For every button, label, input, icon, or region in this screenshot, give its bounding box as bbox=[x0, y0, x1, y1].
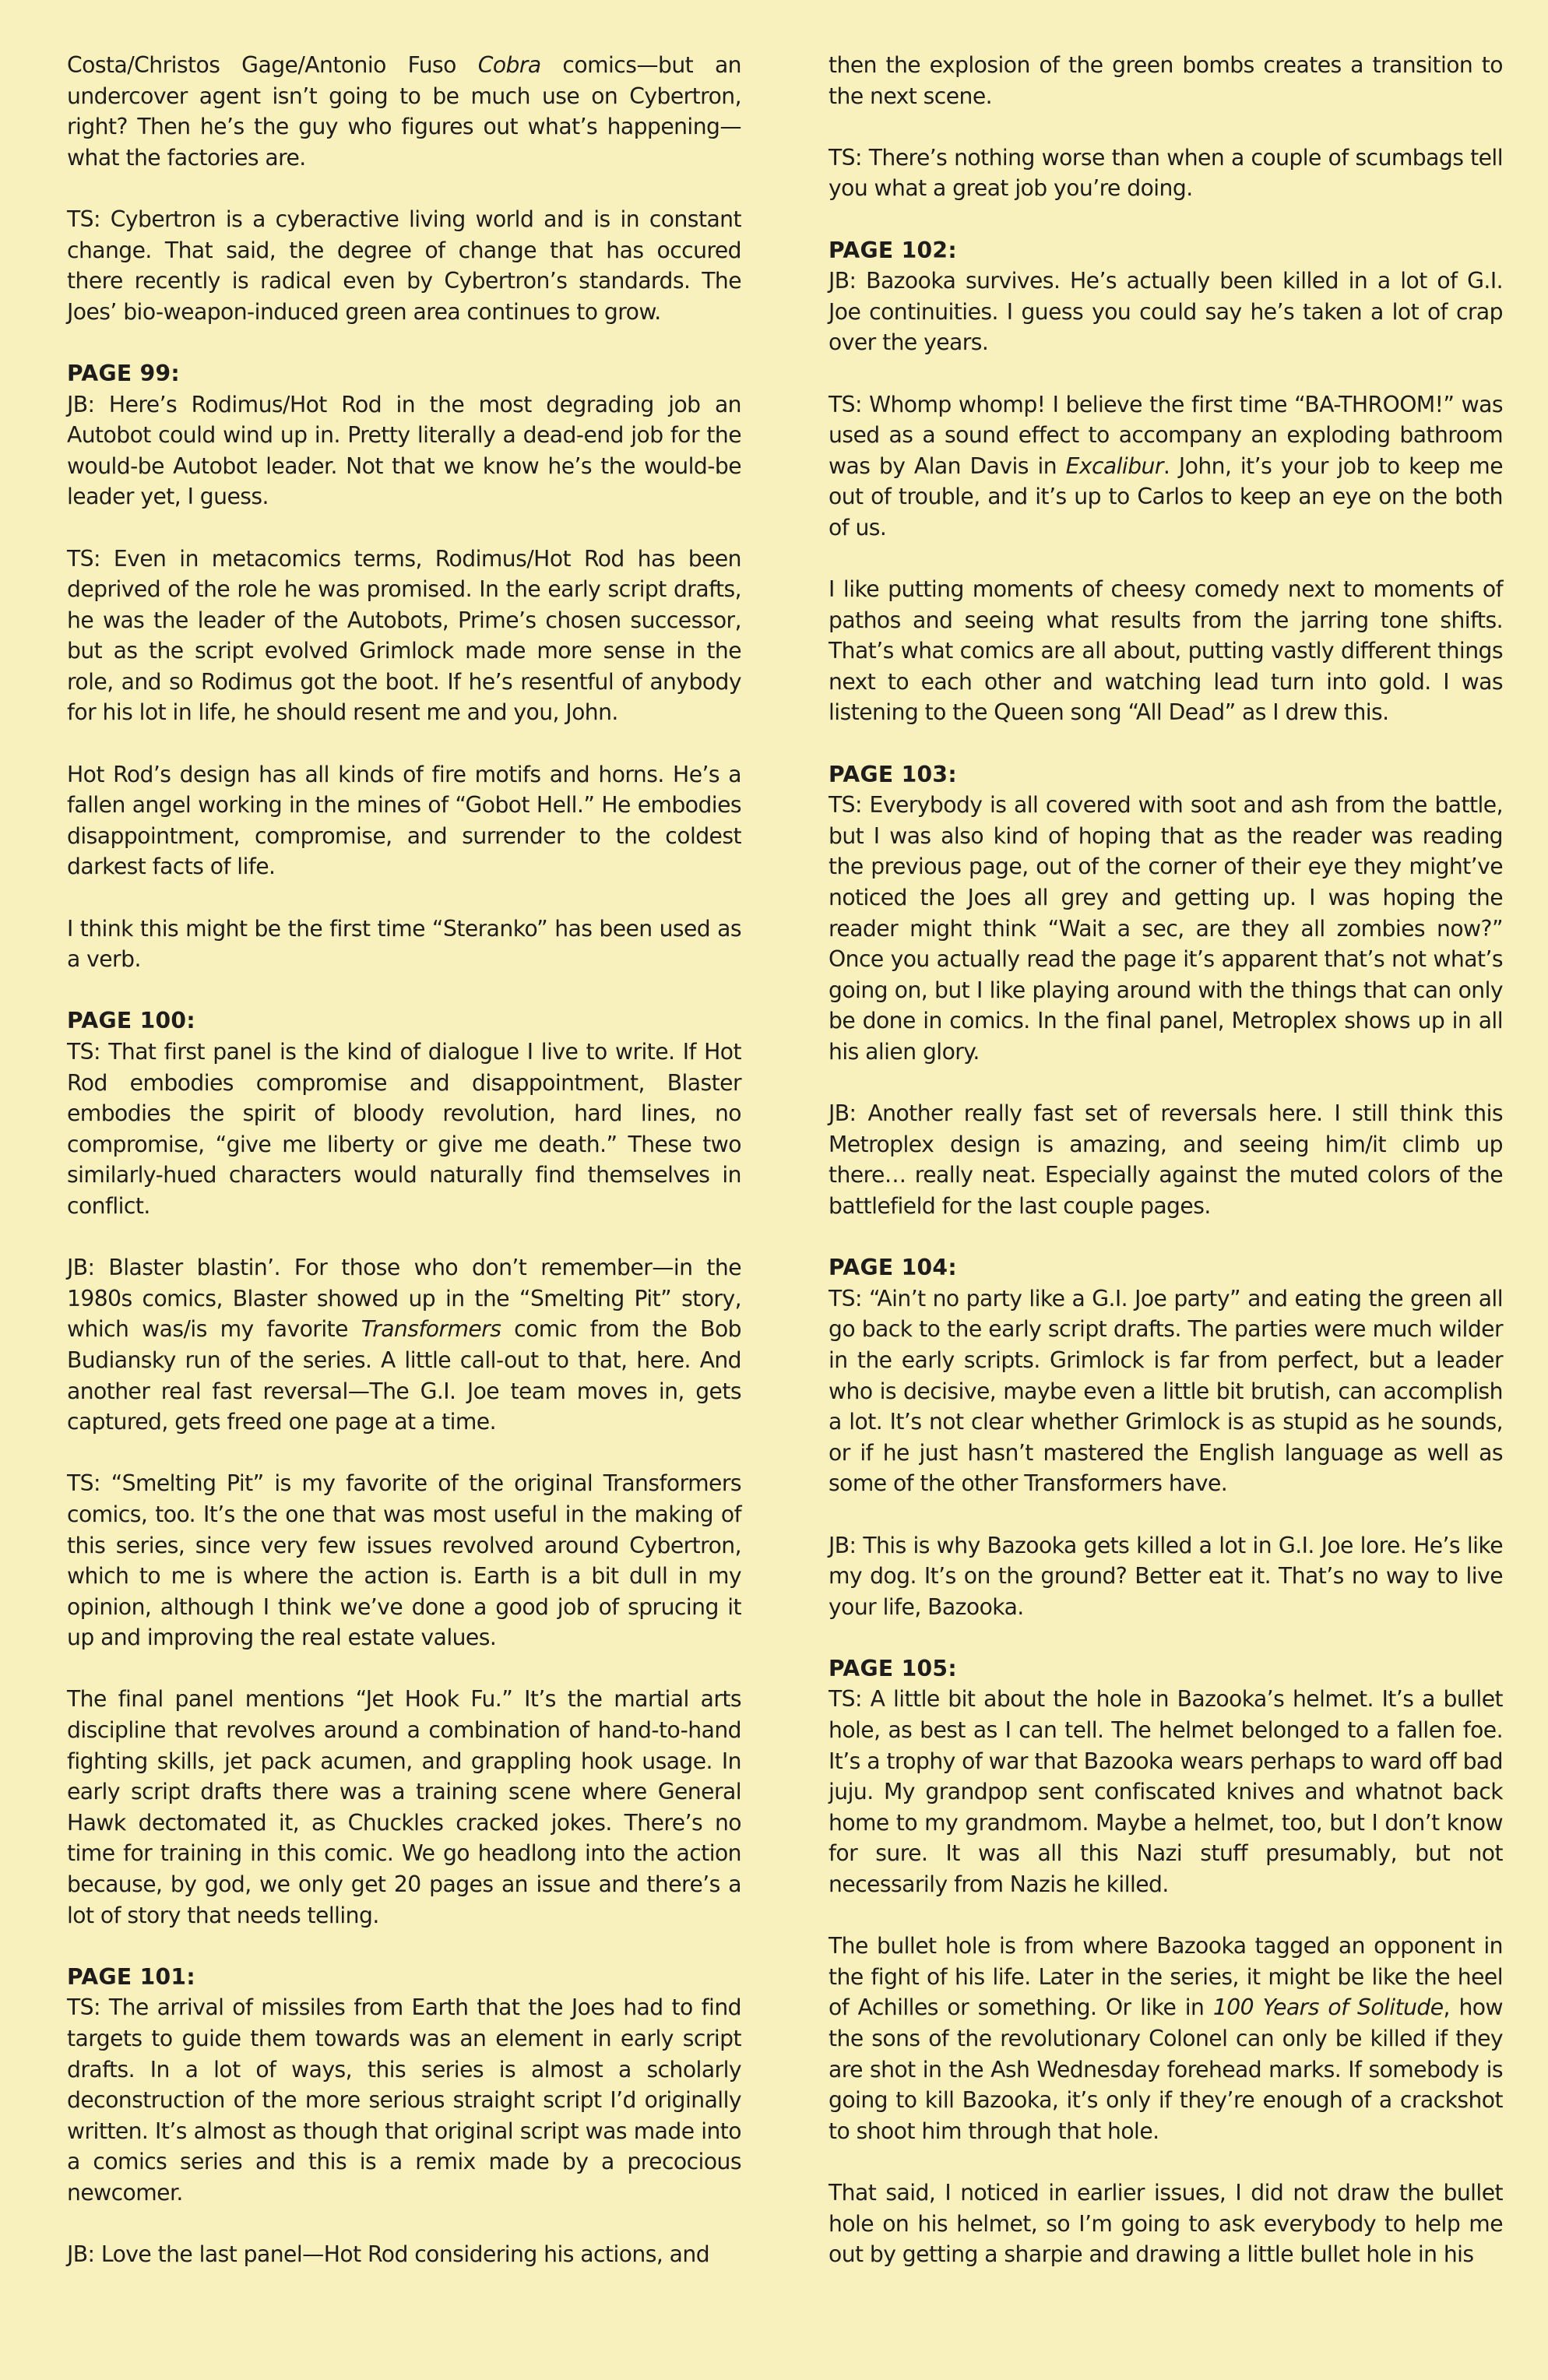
section-heading-page-99: PAGE 99: bbox=[67, 360, 180, 386]
paragraph: TS: A little bit about the hole in Bazooka’s helmet. It’s a bullet hole, as best as I can tell. The helmet belonged to a fallen foe. It’s a trophy of war that Bazooka wears perhaps to ward off bad juju. My grandpop sent confiscated knives and whatnot back home to my grandmom. Maybe a helmet, too, but I don’t know for sure. It was all this Nazi stuff presumably, but not necessarily from Nazis he killed. bbox=[829, 1686, 1503, 1898]
paragraph: TS: Everybody is all covered with soot and ash from the battle, but I was also kind of hoping that as the reader was reading the previous page, out of the corner of their eye they might’ve noticed the Joes all grey and getting up. I was hoping the reader might think “Wait a sec, are they all zombies now?” Once you actually read the page it’s apparent that’s not what’s going on, but I like playing around with the things that can only be done in comics. In the final panel, Metroplex shows up in all his alien glory. bbox=[829, 792, 1503, 1065]
right-column bbox=[829, 50, 1503, 2380]
italic-title: Excalibur bbox=[1065, 452, 1163, 479]
section-heading-page-100: PAGE 100: bbox=[67, 1008, 195, 1034]
paragraph: TS: The arrival of missiles from Earth that the Joes had to find targets to guide them towards was an element in early script drafts. In a lot of ways, this series is almost a scholarly deconstruction of the more serious straight script I’d originally written. It’s almost as though that original script was made into a comics series and this is a remix made by a precocious newcomer. bbox=[67, 1994, 741, 2206]
paragraph: JB: Here’s Rodimus/Hot Rod in the most degrading job an Autobot could wind up in. Pretty literally a dead-end job for the would-be Autobot leader. Not that we know he’s the would-be leader yet, I guess. bbox=[67, 391, 741, 510]
section-heading-page-103: PAGE 103: bbox=[829, 761, 957, 787]
paragraph: JB: This is why Bazooka gets killed a lot in G.I. Joe lore. He’s like my dog. It’s on the ground? Better eat it. That’s no way to live your life, Bazooka. bbox=[829, 1532, 1503, 1620]
paragraph: I like putting moments of cheesy comedy next to moments of pathos and seeing what results from the jarring tone shifts. That’s what comics are all about, putting vastly different things next to each other and watching lead turn into gold. I was listening to the Queen song “All Dead” as I drew this. bbox=[829, 576, 1503, 726]
paragraph: Hot Rod’s design has all kinds of fire motifs and horns. He’s a fallen angel working in the mines of “Gobot Hell.” He embodies disappointment, compromise, and surrender to the coldest darkest facts of life. bbox=[67, 761, 741, 880]
paragraph: TS: Even in metacomics terms, Rodimus/Hot Rod has been deprived of the role he was promised. In the early script drafts, he was the leader of the Autobots, Prime’s chosen successor, but as the script evolved Grimlock made more sense in the role, and so Rodimus got the boot. If he’s resentful of anybody for his lot in life, he should resent me and you, John. bbox=[67, 545, 741, 726]
paragraph: TS: Whomp whomp! I believe the first time “BA-THROOM!” was used as a sound effect to accompany an exploding bathroom was by Alan Davis in Excalibur. John, it’s your job to keep me out of trouble, and it’s up to Carlos to keep an eye on the both of us. bbox=[829, 391, 1503, 540]
paragraph: JB: Blaster blastin’. For those who don’t remember—in the 1980s comics, Blaster showed up in the “Smelting Pit” story, which was/is my favorite Transformers comic from the Bob Budiansky run of the series. A little call-out to that, here. And another real fast reversal—The G.I. Joe team moves in, gets captured, gets freed one page at a time. bbox=[67, 1255, 741, 1435]
italic-title: Transformers bbox=[361, 1316, 501, 1343]
section-heading-page-105: PAGE 105: bbox=[829, 1655, 957, 1681]
italic-title: Cobra bbox=[477, 52, 541, 78]
paragraph: TS: There’s nothing worse than when a couple of scumbags tell you what a great job you’re doing. bbox=[829, 144, 1503, 202]
paragraph: JB: Another really fast set of reversals here. I still think this Metroplex design is amazing, and seeing him/it climb up there… really neat. Especially against the muted colors of the battlefield for the last couple pages. bbox=[829, 1100, 1503, 1219]
section-heading-page-102: PAGE 102: bbox=[829, 237, 957, 263]
left-column bbox=[67, 50, 741, 2380]
italic-title: 100 Years of Solitude bbox=[1212, 1994, 1444, 2021]
section-heading-page-101: PAGE 101: bbox=[67, 1963, 195, 1990]
paragraph: TS: “Ain’t no party like a G.I. Joe party” and eating the green all go back to the early script drafts. The parties were much wilder in the early scripts. Grimlock is far from perfect, but a leader who is decisive, maybe even a little bit brutish, can accomplish a lot. It’s not clear whether Grimlock is as stupid as he sounds, or if he just hasn’t mastered the English language as well as some of the other Transformers have. bbox=[829, 1285, 1503, 1497]
paragraph: The bullet hole is from where Bazooka tagged an opponent in the fight of his life. Later in the series, it might be like the heel of Achilles or something. Or like in 100 Years of Solitude, how the sons of the revolutionary Colonel can only be killed if they are shot in the Ash Wednesday forehead marks. If somebody is going to kill Bazooka, it’s only if they’re enough of a crackshot to shoot him through that hole. bbox=[829, 1933, 1504, 2144]
paragraph: JB: Bazooka survives. He’s actually been killed in a lot of G.I. Joe continuities. I guess you could say he’s taken a lot of crap over the years. bbox=[829, 268, 1503, 356]
paragraph: The final panel mentions “Jet Hook Fu.” It’s the martial arts discipline that revolves around a combination of hand-to-hand fighting skills, jet pack acumen, and grappling hook usage. In early script drafts there was a training scene where General Hawk dectomated it, as Chuckles cracked jokes. There’s no time for training in this comic. We go headlong into the action because, by god, we only get 20 pages an issue and there’s a lot of story that needs telling. bbox=[67, 1686, 741, 1928]
paragraph: JB: Love the last panel—Hot Rod considering his actions, and bbox=[67, 2241, 710, 2268]
paragraph: TS: Cybertron is a cyberactive living world and is in constant change. That said, the degree of change that has occured there recently is radical even by Cybertron’s standards. The Joes’ bio-weapon-induced green area continues to grow. bbox=[67, 206, 741, 325]
paragraph: TS: That first panel is the kind of dialogue I live to write. If Hot Rod embodies compromise and disappointment, Blaster embodies the spirit of bloody revolution, hard lines, no compromise, “give me liberty or give me death.” These two similarly-hued characters would naturally find themselves in conflict. bbox=[67, 1039, 741, 1219]
paragraph: That said, I noticed in earlier issues, I did not draw the bullet hole on his helmet, so I’m going to ask everybody to help me out by getting a sharpie and drawing a little bullet hole in his bbox=[829, 2179, 1503, 2268]
paragraph: TS: “Smelting Pit” is my favorite of the original Transformers comics, too. It’s the one that was most useful in the making of this series, since very few issues revolved around Cybertron, which to me is where the action is. Earth is a bit dull in my opinion, although I think we’ve done a good job of sprucing it up and improving the real estate values. bbox=[67, 1470, 741, 1651]
paragraph: Costa/Christos Gage/Antonio Fuso Cobra comics—but an undercover agent isn’t going to be much use on Cybertron, right? Then he’s the guy who figures out what’s happening—what the factories are. bbox=[67, 52, 741, 171]
paragraph: I think this might be the first time “Steranko” has been used as a verb. bbox=[67, 915, 741, 973]
section-heading-page-104: PAGE 104: bbox=[829, 1255, 957, 1281]
paragraph: then the explosion of the green bombs creates a transition to the next scene. bbox=[829, 52, 1503, 109]
